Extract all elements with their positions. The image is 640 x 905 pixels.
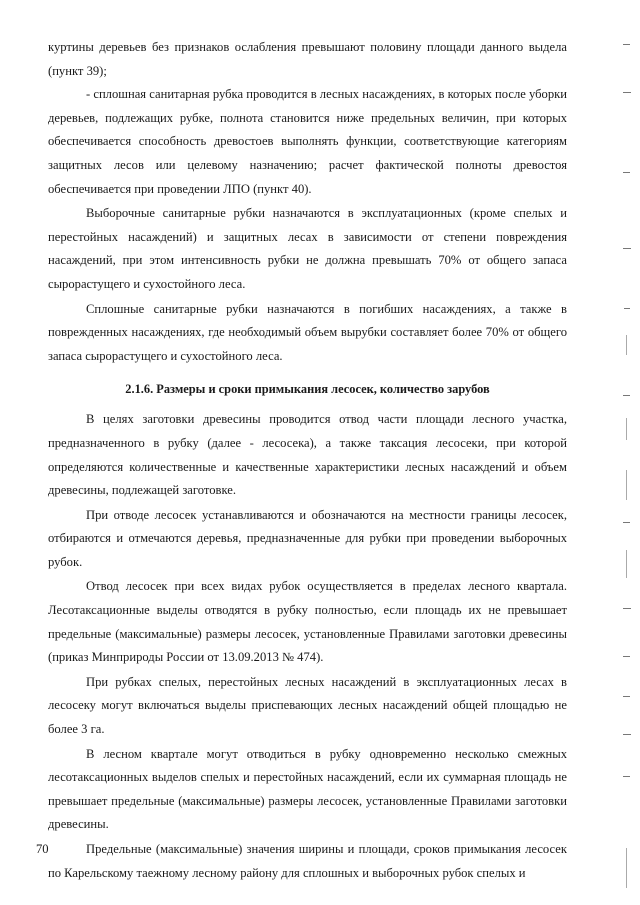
- paragraph-5: В целях заготовки древесины проводится отвод части площади лесного участка, предназначенного в рубку (далее - лесосека), а также таксация лесосеки, при которой определяются количественные и качественные характеристики лесных насаждений и объем древесины, подлежащей заготовке.: [48, 412, 567, 498]
- section-heading: 2.1.6. Размеры и сроки примыкания лесосек, количество зарубов: [125, 382, 490, 397]
- edge-mark: [623, 776, 630, 777]
- edge-line: [626, 418, 627, 440]
- edge-mark: [623, 395, 630, 396]
- paragraph-3: Выборочные санитарные рубки назначаются в эксплуатационных (кроме спелых и перестойных насаждений) и защитных лесах в зависимости от степени повреждения насаждений, при этом интенсивность рубки не должна превышать 70% от общего запаса сырорастущего и сухостойного леса.: [48, 206, 567, 291]
- edge-mark: [623, 44, 630, 45]
- edge-mark: [623, 608, 631, 609]
- edge-mark: [623, 248, 631, 249]
- edge-mark: [623, 522, 630, 523]
- paragraph-7: Отвод лесосек при всех видах рубок осуществляется в пределах лесного квартала. Лесотаксационные выделы отводятся в рубку полностью, если площадь их не превышает предельные (максимальные) размеры лесосек, установленные Правилами заготовки древесины (приказ Минприроды России от 13.09.2013 № 474).: [48, 579, 567, 665]
- edge-line: [626, 470, 627, 500]
- paragraph-6: При отводе лесосек устанавливаются и обозначаются на местности границы лесосек, отбираются и отмечаются деревья, предназначенные для рубки при проведении выборочных рубок.: [48, 507, 567, 569]
- edge-mark: [623, 734, 631, 735]
- paragraph-2: - сплошная санитарная рубка проводится в лесных насаждениях, в которых после уборки деревьев, подлежащих рубке, полнота становится ниже предельных величин, при которых обеспечивается способность древостоев выполнять функции, соответствующие категориям защитных лесов или целевому назначению; расчет фактической полноты древостоя обеспечивается при проведении ЛПО (пункт 40).: [48, 87, 567, 196]
- paragraph-9: В лесном квартале могут отводиться в рубку одновременно несколько смежных лесотаксационных выделов спелых и перестойных насаждений, если их суммарная площадь не превышает предельные (максимальные) размеры лесосек, установленные Правилами заготовки древесины.: [48, 746, 567, 832]
- edge-mark: [623, 92, 631, 93]
- paragraph-8: При рубках спелых, перестойных лесных насаждений в эксплуатационных лесах в лесосеку могут включаться выделы приспевающих лесных насаждений общей площадью не более 3 га.: [48, 674, 567, 737]
- page-content: [48, 36, 567, 885]
- edge-line: [626, 550, 627, 578]
- edge-mark: [623, 656, 630, 657]
- edge-mark: [623, 696, 630, 697]
- scan-edge-marks: [615, 0, 635, 905]
- page-number: 70: [36, 842, 49, 856]
- edge-line: [626, 335, 627, 355]
- edge-line: [626, 848, 627, 888]
- paragraph-10: Предельные (максимальные) значения ширины и площади, сроков примыкания лесосек по Карельскому таежному лесному району для сплошных и выборочных рубок спелых и: [48, 842, 567, 880]
- paragraph-4: Сплошные санитарные рубки назначаются в погибших насаждениях, а также в поврежденных насаждениях, где необходимый объем вырубки составляет более 70% от общего запаса сырорастущего и сухостойного леса.: [48, 301, 567, 363]
- paragraph-1: куртины деревьев без признаков ослабления превышают половину площади данного выдела (пункт 39);: [48, 40, 567, 78]
- edge-mark: [623, 172, 630, 173]
- edge-mark: [624, 308, 630, 309]
